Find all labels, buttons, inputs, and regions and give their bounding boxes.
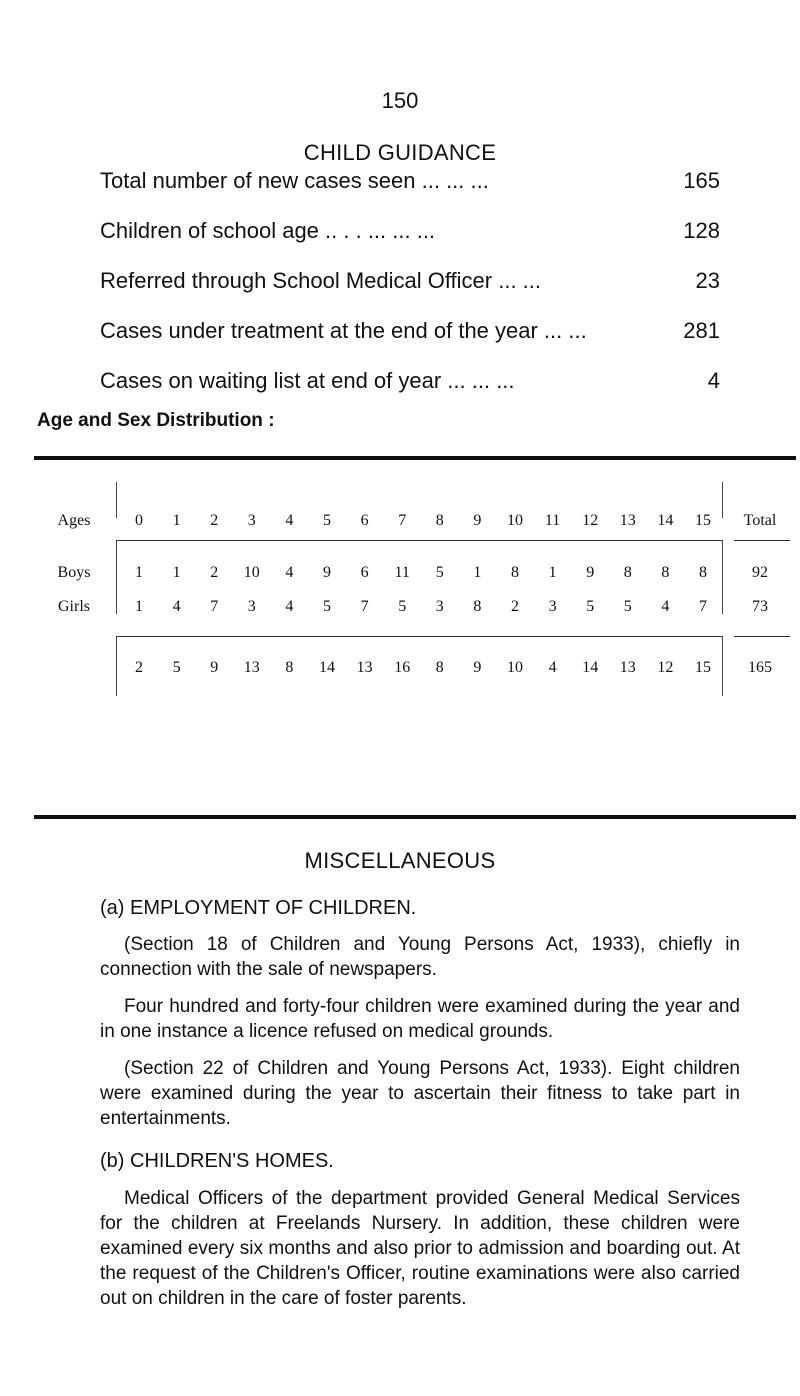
stats-list (100, 168, 720, 418)
table-cell: 5 (398, 598, 407, 615)
table-cell: 4 (172, 598, 181, 615)
table-cell: 8 (511, 564, 519, 581)
table-cell: 13 (243, 659, 260, 676)
age-header-cell: 4 (285, 512, 294, 529)
age-header-cell: 8 (435, 512, 444, 529)
table-cell: 3 (548, 598, 557, 615)
table-cell: 16 (394, 659, 411, 676)
employment-heading: (a) EMPLOYMENT OF CHILDREN. (100, 897, 417, 919)
stat-value: 281 (683, 318, 720, 343)
age-header-cell: 13 (619, 512, 636, 529)
table-cell: 2 (210, 564, 219, 581)
employment-paragraph-2: Four hundred and forty-four children were examined during the year and in one instance a licence refused on medical grounds. (100, 996, 740, 1042)
table-cell: 8 (623, 564, 632, 581)
stat-value: 23 (695, 268, 720, 293)
table-cell: 2 (511, 598, 519, 615)
age-header-cell: 2 (210, 512, 219, 529)
age-header-cell: 12 (582, 512, 599, 529)
table-cell: 1 (548, 564, 557, 581)
stat-row (100, 318, 720, 368)
table-cell: 3 (247, 598, 256, 615)
row-total: 73 (752, 598, 768, 615)
table-cell: 3 (435, 598, 444, 615)
row-label: Girls (58, 598, 90, 615)
stat-value: 128 (683, 218, 720, 243)
table-cell: 11 (394, 564, 410, 581)
table-cell: 5 (323, 598, 331, 615)
table-cell: 9 (323, 564, 331, 581)
table-header-row (34, 506, 796, 536)
age-header-cell: 10 (507, 512, 523, 529)
table-cell: 2 (135, 659, 143, 676)
age-header-cell: 0 (135, 512, 143, 529)
total-header: Total (743, 512, 777, 529)
table-cell: 1 (135, 564, 143, 581)
table-cell: 4 (285, 564, 294, 581)
table-cell: 7 (210, 598, 219, 615)
age-header-cell: 11 (544, 512, 561, 529)
stat-label: Total number of new cases seen ... ... ... (100, 168, 489, 193)
table-cell: 14 (319, 659, 335, 676)
homes-paragraph-1: Medical Officers of the department provided General Medical Services for the children at Freelands Nursery. In addition, these children were examined every six months and also prior to admission and boarding out. At the request of the Children's Officer, routine examinations were also carried out on children in the care of foster parents. (100, 1188, 740, 1309)
table-cell: 7 (360, 598, 369, 615)
table-cell: 5 (435, 564, 444, 581)
table-cell: 1 (473, 564, 482, 581)
row-label: Boys (57, 564, 91, 581)
table-cell: 9 (586, 564, 595, 581)
row-total: 92 (752, 564, 768, 581)
homes-heading: (b) CHILDREN'S HOMES. (100, 1150, 334, 1172)
table-cell: 4 (548, 659, 557, 676)
table-cell: 9 (473, 659, 482, 676)
stat-row (100, 168, 720, 218)
stat-label: Children of school age .. . . ... ... ... (100, 218, 436, 243)
row-rule (734, 540, 790, 541)
age-header-cell: 9 (473, 512, 482, 529)
table-cell: 1 (135, 598, 143, 615)
row-rule (116, 540, 722, 541)
grand-total: 165 (748, 659, 772, 676)
stat-row (100, 268, 720, 318)
table-cell: 15 (695, 659, 711, 676)
stat-label: Referred through School Medical Officer ... ... (100, 268, 542, 293)
table-cell: 10 (243, 564, 260, 581)
ages-header: Ages (57, 512, 91, 529)
table-row-boys (34, 558, 796, 588)
page-title: CHILD GUIDANCE (303, 140, 497, 165)
age-distribution-table (34, 456, 796, 819)
page-number: 150 (381, 88, 419, 113)
distribution-heading: Age and Sex Distribution : (37, 410, 275, 431)
table-cell: 8 (661, 564, 670, 581)
age-header-cell: 1 (172, 512, 181, 529)
table-cell: 6 (360, 564, 369, 581)
table-cell: 8 (435, 659, 444, 676)
table-cell: 5 (586, 598, 595, 615)
table-cell: 13 (619, 659, 636, 676)
stat-label: Cases on waiting list at end of year ... ... ... (100, 368, 515, 393)
misc-title: MISCELLANEOUS (304, 848, 496, 873)
stat-row (100, 218, 720, 268)
table-cell: 5 (172, 659, 181, 676)
age-header-cell: 7 (398, 512, 407, 529)
table-cell: 8 (473, 598, 482, 615)
table-cell: 7 (699, 598, 707, 615)
table-cell: 4 (285, 598, 294, 615)
table-cell: 14 (582, 659, 599, 676)
age-header-cell: 14 (657, 512, 674, 529)
table-cell: 1 (172, 564, 181, 581)
stat-label: Cases under treatment at the end of the year ... ... (100, 318, 587, 343)
table-cell: 10 (507, 659, 523, 676)
table-cell: 9 (210, 659, 219, 676)
stat-value: 165 (683, 168, 720, 193)
age-header-cell: 5 (323, 512, 331, 529)
table-row-totals (34, 653, 796, 683)
age-header-cell: 3 (247, 512, 256, 529)
table-cell: 4 (661, 598, 670, 615)
table-cell: 8 (285, 659, 294, 676)
age-header-cell: 6 (360, 512, 369, 529)
table-cell: 8 (699, 564, 707, 581)
row-rule (734, 636, 790, 637)
stat-value: 4 (707, 368, 720, 393)
table-row-girls (34, 592, 796, 622)
table-cell: 12 (657, 659, 674, 676)
employment-paragraph-3: (Section 22 of Children and Young Persons Act, 1933). Eight children were examined during the year to ascertain their fitness to take part in entertainments. (100, 1058, 740, 1129)
table-cell: 5 (623, 598, 632, 615)
table-cell: 13 (356, 659, 373, 676)
row-rule (116, 636, 722, 637)
employment-paragraph-1: (Section 18 of Children and Young Persons Act, 1933), chiefly in connection with the sale of newspapers. (100, 934, 740, 980)
age-header-cell: 15 (695, 512, 711, 529)
